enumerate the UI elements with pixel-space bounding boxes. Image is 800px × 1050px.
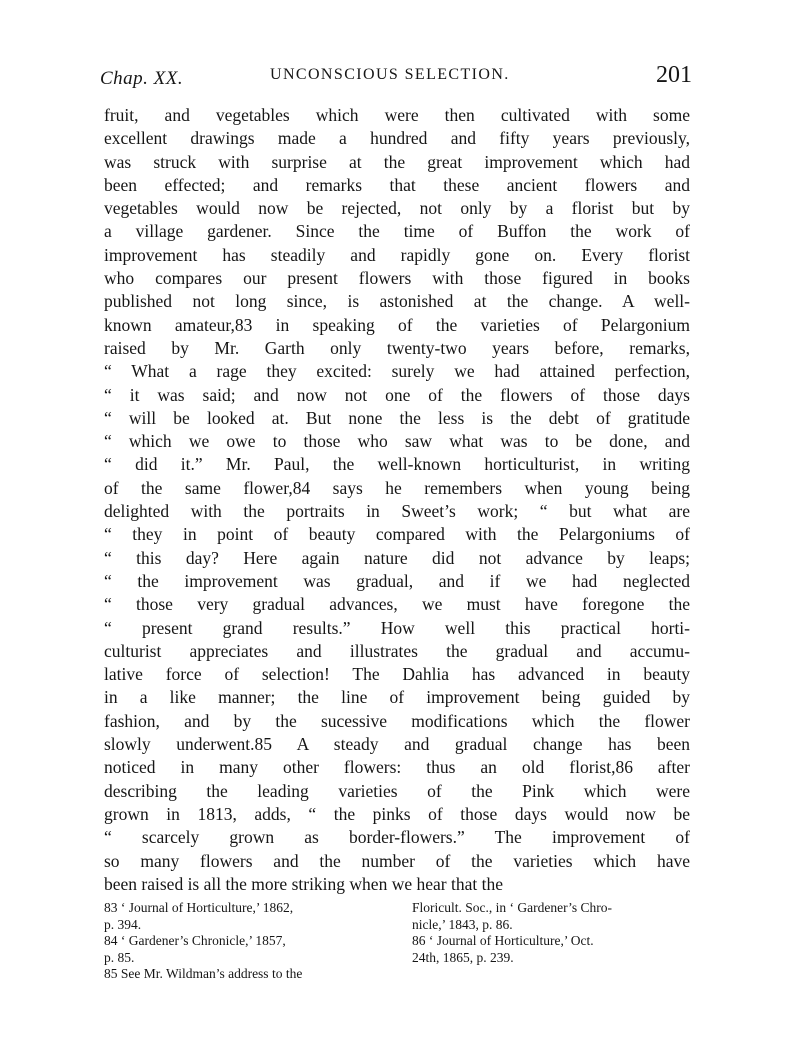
footnote-line: 24th, 1865, p. 239.	[412, 949, 514, 965]
text-line: improvement has steadily and rapidly gone on. Every florist	[104, 244, 690, 265]
text-line: “ this day? Here again nature did not advance by leaps;	[104, 547, 690, 568]
footnote-line: p. 394.	[104, 916, 142, 932]
text-line: “ will be looked at. But none the less is the debt of gratitude	[104, 407, 690, 428]
footnote-line: p. 85.	[104, 949, 135, 965]
footnote-line: 85 See Mr. Wildman’s address to the	[104, 966, 303, 981]
text-line: “ did it.” Mr. Paul, the well-known horticulturist, in writing	[104, 454, 690, 475]
text-line: “ What a rage they excited: surely we had attained perfection,	[104, 361, 690, 382]
text-line: was struck with surprise at the great improvement which had	[104, 151, 690, 172]
text-line: fruit, and vegetables which were then cultivated with some	[104, 105, 690, 125]
text-line: raised by Mr. Garth only twenty-two years before, remarks,	[104, 337, 690, 358]
text-line: a village gardener. Since the time of Buffon the work of	[104, 221, 690, 242]
text-line: “ which we owe to those who saw what was to be done, and	[104, 431, 690, 452]
footnote-line: 83 ‘ Journal of Horticulture,’ 1862,	[104, 900, 294, 915]
body-text	[104, 104, 690, 896]
footnotes	[104, 900, 690, 990]
text-line: “ scarcely grown as border-flowers.” The improvement of	[104, 827, 690, 848]
text-line: noticed in many other flowers: thus an old florist,86 after	[104, 757, 690, 778]
text-line: lative force of selection! The Dahlia has advanced in beauty	[104, 664, 690, 685]
running-header	[100, 62, 692, 92]
text-line: slowly underwent.85 A steady and gradual change has been	[104, 734, 690, 755]
text-line: fashion, and by the sucessive modifications which the flower	[104, 710, 690, 731]
text-line: been effected; and remarks that these ancient flowers and	[104, 174, 690, 195]
page-number: 201	[656, 62, 692, 88]
text-line: “ those very gradual advances, we must have foregone the	[104, 594, 690, 615]
text-line: grown in 1813, adds, “ the pinks of those days would now be	[104, 803, 690, 824]
text-line: in a like manner; the line of improvement being guided by	[104, 687, 690, 708]
footnote-line: nicle,’ 1843, p. 86.	[412, 916, 513, 932]
text-line: of the same flower,84 says he remembers when young being	[104, 477, 690, 498]
text-line: who compares our present flowers with those figured in books	[104, 268, 690, 289]
footnote-line: 86 ‘ Journal of Horticulture,’ Oct.	[412, 933, 594, 948]
text-line: culturist appreciates and illustrates the gradual and accumu-	[104, 640, 690, 661]
text-line: been raised is all the more striking when we hear that the	[104, 873, 503, 894]
text-line: describing the leading varieties of the Pink which were	[104, 780, 690, 801]
text-line: “ present grand results.” How well this practical horti-	[104, 617, 690, 638]
text-line: excellent drawings made a hundred and fifty years previously,	[104, 128, 690, 149]
footnote-line: 84 ‘ Gardener’s Chronicle,’ 1857,	[104, 933, 286, 948]
text-line: “ they in point of beauty compared with the Pelargoniums of	[104, 524, 690, 545]
running-title: UNCONSCIOUS SELECTION.	[270, 66, 510, 83]
text-line: “ the improvement was gradual, and if we had neglected	[104, 570, 690, 591]
footnotes-right-column	[412, 900, 690, 966]
footnotes-left-column	[104, 900, 389, 983]
text-line: known amateur,83 in speaking of the varieties of Pelargonium	[104, 314, 690, 335]
chapter-label: Chap. XX.	[100, 68, 184, 89]
text-line: delighted with the portraits in Sweet’s work; “ but what are	[104, 501, 690, 522]
text-line: so many flowers and the number of the varieties which have	[104, 850, 690, 871]
footnote-line: Floricult. Soc., in ‘ Gardener’s Chro-	[412, 900, 612, 915]
text-line: vegetables would now be rejected, not only by a florist but by	[104, 198, 690, 219]
text-line: “ it was said; and now not one of the flowers of those days	[104, 384, 690, 405]
text-line: published not long since, is astonished at the change. A well-	[104, 291, 690, 312]
